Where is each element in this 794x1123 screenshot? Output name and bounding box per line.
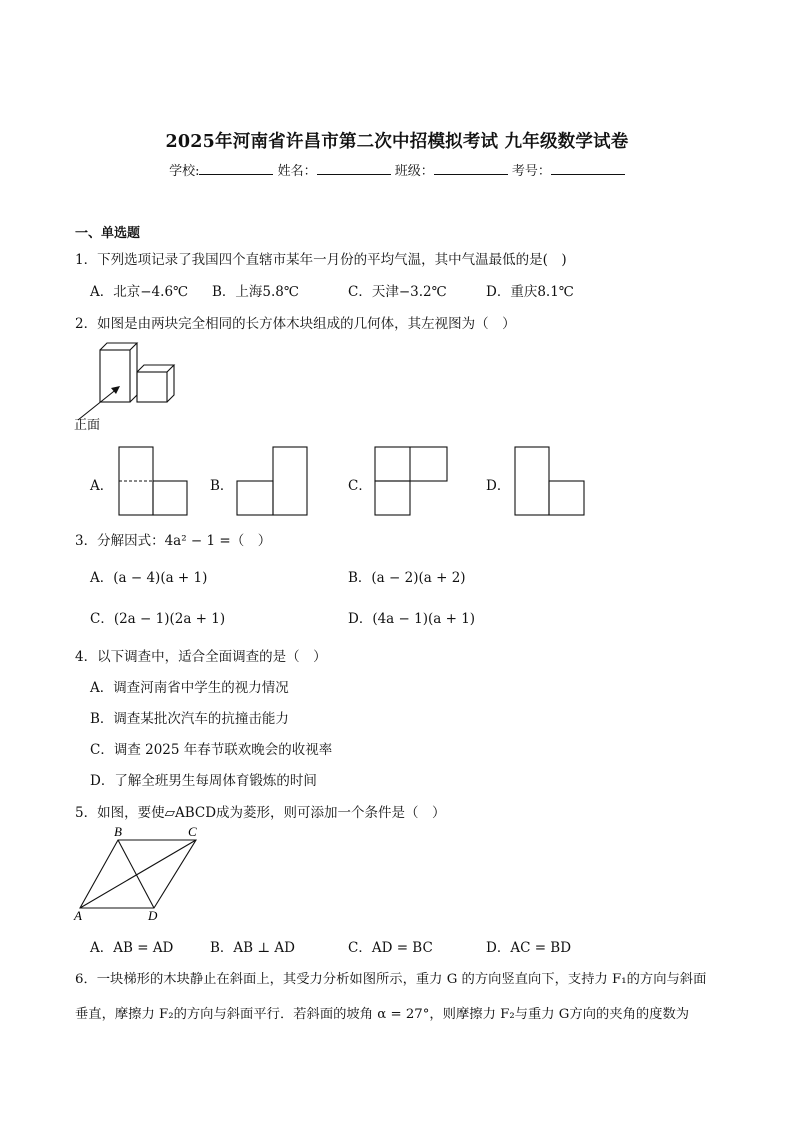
- q1-stem: 1．下列选项记录了我国四个直辖市某年一月份的平均气温，其中气温最低的是( ): [75, 252, 567, 268]
- name-blank[interactable]: [317, 162, 391, 175]
- point-label-c: C: [188, 824, 197, 839]
- q2-option-a-figure[interactable]: [118, 446, 188, 516]
- class-blank[interactable]: [434, 162, 508, 175]
- q2-option-c-figure[interactable]: [374, 446, 448, 516]
- q3-stem: 3．分解因式：4a² − 1 =（ ）: [75, 533, 272, 549]
- q5-option-a: A．AB = AD: [90, 940, 174, 956]
- q3-option-a: A．(a − 4)(a + 1): [90, 570, 208, 586]
- q2-option-c: C．: [348, 478, 372, 494]
- school-label: 学校:: [169, 164, 200, 179]
- q5-stem: 5．如图，要使▱ABCD成为菱形，则可添加一个条件是（ ）: [75, 805, 446, 821]
- name-label: 姓名：: [277, 164, 317, 179]
- q6-line-1: 6．一块梯形的木块静止在斜面上，其受力分析如图所示，重力 G 的方向竖直向下，支持力 F₁的方向与斜面: [75, 972, 707, 987]
- q4-option-d: D．了解全班男生每周体育锻炼的时间: [90, 773, 317, 789]
- section-heading: 一、单选题: [75, 226, 141, 241]
- q5-option-b: B．AB ⊥ AD: [210, 940, 295, 956]
- q1-option-a: A．北京−4.6℃: [90, 284, 189, 300]
- q1-option-d: D．重庆8.1℃: [486, 284, 574, 300]
- q5-option-d: D．AC = BD: [486, 940, 572, 956]
- q2-option-d: D．: [486, 478, 511, 494]
- q4-option-b: B．调查某批次汽车的抗撞击能力: [90, 711, 289, 727]
- q1-option-c: C．天津−3.2℃: [348, 284, 447, 300]
- point-label-b: B: [114, 824, 122, 839]
- q2-option-a: A．: [90, 478, 114, 494]
- q2-3d-figure: [70, 340, 190, 410]
- q2-option-d-figure[interactable]: [514, 446, 586, 516]
- q3-option-b: B．(a − 2)(a + 2): [348, 570, 466, 586]
- exam-no-label: 考号：: [511, 164, 551, 179]
- q6-line-2: 垂直，摩擦力 F₂的方向与斜面平行．若斜面的坡角 α = 27°，则摩擦力 F₂与重力 G方向的夹角的度数为: [75, 1007, 690, 1022]
- q1-option-b: B．上海5.8℃: [212, 284, 299, 300]
- exam-no-blank[interactable]: [551, 162, 625, 175]
- school-blank[interactable]: [199, 162, 273, 175]
- q4-option-a: A．调查河南省中学生的视力情况: [90, 680, 289, 696]
- q5-parallelogram-figure: [70, 826, 210, 922]
- point-label-d: D: [148, 908, 158, 923]
- q2-option-b: B．: [210, 478, 234, 494]
- q4-stem: 4．以下调查中，适合全面调查的是（ ）: [75, 649, 327, 665]
- q3-option-c: C．(2a − 1)(2a + 1): [90, 611, 226, 627]
- q2-option-b-figure[interactable]: [236, 446, 308, 516]
- q5-option-c: C．AD = BC: [348, 940, 433, 956]
- student-info-line: [0, 160, 794, 179]
- class-label: 班级：: [394, 164, 434, 179]
- q3-option-d: D．(4a − 1)(a + 1): [348, 611, 476, 627]
- q4-option-c: C．调查 2025 年春节联欢晚会的收视率: [90, 742, 333, 758]
- point-label-a: A: [74, 908, 82, 923]
- q2-stem: 2．如图是由两块完全相同的长方体木块组成的几何体，其左视图为（ ）: [75, 316, 516, 332]
- front-label: 正面: [74, 418, 101, 433]
- exam-title: 2025年河南省许昌市第二次中招模拟考试 九年级数学试卷: [165, 132, 629, 152]
